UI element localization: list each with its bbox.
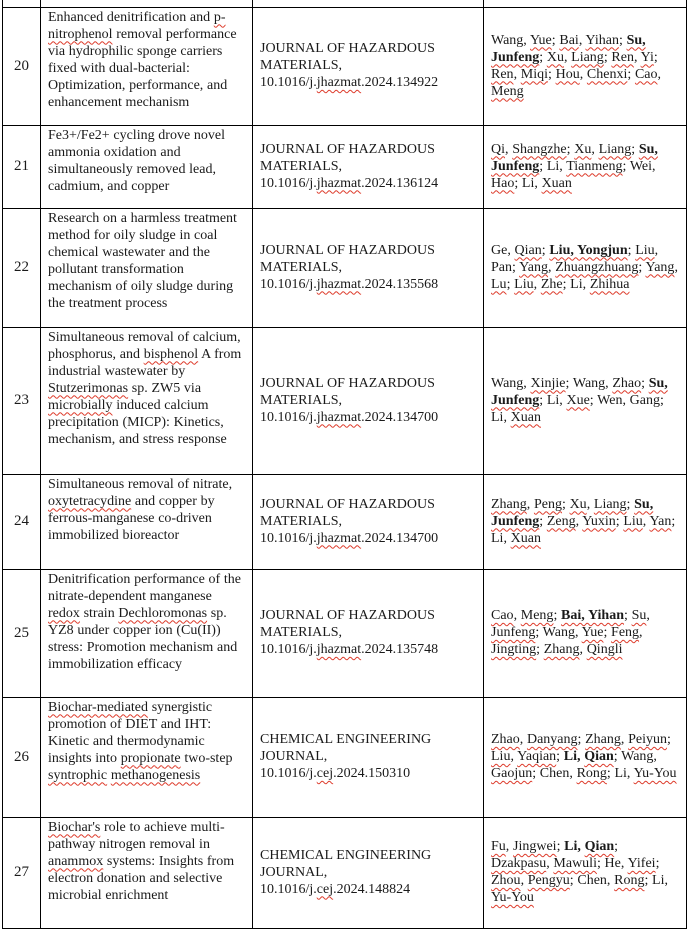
author-name: ; xyxy=(627,66,635,82)
author-name-misspelled: Zhao xyxy=(612,375,642,391)
author-name: ; xyxy=(561,496,570,512)
author-name: , xyxy=(646,608,650,623)
row-number-cell: 20 xyxy=(3,7,41,125)
author-name: ; Wang, xyxy=(535,625,582,640)
row-number-cell: 23 xyxy=(3,327,41,474)
journal-text: JOURNAL OF HAZARDOUS MATERIALS, 10.1016/j. xyxy=(260,608,435,657)
title-text: strain xyxy=(79,605,119,621)
author-name-misspelled: Chenxi xyxy=(586,66,628,82)
row-number-cell: 24 xyxy=(3,474,41,569)
authors-cell xyxy=(484,327,687,474)
author-name: ; Li, xyxy=(491,513,676,546)
journal-text-misspelled: jhazmat xyxy=(316,276,362,292)
author-name: ; xyxy=(624,608,632,623)
author-name-misspelled: Ren xyxy=(491,66,514,82)
author-name: , xyxy=(674,259,678,275)
journal-text-misspelled: cej xyxy=(316,766,334,781)
author-name-misspelled-bold: Su, Junfeng xyxy=(491,375,668,408)
title-text-misspelled: bisphenol xyxy=(143,346,199,362)
author-name-misspelled: Xue xyxy=(566,392,590,408)
author-name: ; xyxy=(626,496,635,512)
journal-doi-cell xyxy=(253,208,484,327)
author-name: , Pan; xyxy=(491,242,659,275)
author-name-bold: Li, xyxy=(564,839,585,854)
author-name-misspelled: Xu xyxy=(574,141,592,157)
paper-title-cell xyxy=(41,474,253,569)
author-name-misspelled: Peiyun xyxy=(628,732,667,747)
paper-title-cell xyxy=(41,208,253,327)
author-name: ; xyxy=(539,513,547,529)
author-name: ; xyxy=(541,242,550,258)
table-row xyxy=(3,208,687,327)
title-text: removal performance via hydrophilic sponge carriers fixed with dual-bacterial: Optimization, performance, and enhancement mechanism xyxy=(48,26,237,110)
author-name-misspelled-bold: Su, Junfeng xyxy=(491,141,658,174)
author-name-misspelled: Zhang xyxy=(585,732,621,747)
journal-doi-cell xyxy=(253,697,484,817)
journal-text-misspelled: jhazmat xyxy=(316,642,362,657)
author-name: , xyxy=(633,49,641,65)
author-name-misspelled: Xuan xyxy=(541,175,572,191)
author-name: ; xyxy=(655,856,660,871)
paper-title-cell xyxy=(41,569,253,697)
paper-title-cell xyxy=(41,697,253,817)
authors-cell xyxy=(484,125,687,208)
author-name: ; xyxy=(653,49,658,65)
row-number-cell: 25 xyxy=(3,569,41,697)
author-name-misspelled: Liu xyxy=(623,513,643,529)
author-name-misspelled: Yi xyxy=(640,49,654,65)
author-name-misspelled-bold: Su, Junfeng xyxy=(491,32,646,65)
author-name-misspelled: Junfeng xyxy=(491,625,536,640)
author-name: , xyxy=(579,642,587,657)
author-name: Wang, xyxy=(491,32,530,48)
author-name-misspelled: Ren xyxy=(611,49,634,65)
title-text: Simultaneous removal of nitrate, xyxy=(48,476,233,492)
journal-doi-cell xyxy=(253,817,484,928)
title-text: Research on a harmless treatment method for oily sludge in coal chemical wastewater and the pollutant transformation mechanism of oily sludge during the treatment process xyxy=(48,210,237,311)
author-name-misspelled: Yifei xyxy=(627,856,656,871)
author-name: ; xyxy=(556,749,564,764)
author-name: , xyxy=(586,496,594,512)
author-name-misspelled: Shangzhe xyxy=(512,141,567,157)
journal-text: JOURNAL OF HAZARDOUS MATERIALS, 10.1016/j. xyxy=(260,375,435,425)
author-name: , xyxy=(513,66,521,82)
author-name: , xyxy=(591,141,599,157)
author-name-misspelled: Qi xyxy=(491,141,505,157)
title-text-misspelled: microbially xyxy=(48,397,113,413)
author-name: , xyxy=(546,856,554,871)
author-name-misspelled: Xu xyxy=(569,496,587,512)
author-name-misspelled: Bai xyxy=(559,32,579,48)
title-text: and copper by ferrous-manganese co-driven immobilized bioreactor xyxy=(48,493,215,543)
author-name: ; Wei, xyxy=(622,158,656,174)
author-name-misspelled: Jingting xyxy=(491,642,537,657)
title-text-misspelled: Biochar's xyxy=(48,819,101,835)
table-row xyxy=(3,817,687,928)
author-name: ; xyxy=(506,276,515,292)
authors-cell xyxy=(484,474,687,569)
authors-cell xyxy=(484,817,687,928)
journal-text-misspelled: cej xyxy=(316,881,334,897)
author-name-bold: Li, xyxy=(563,749,585,764)
journal-doi-cell xyxy=(253,7,484,125)
author-name-misspelled: Yuxin xyxy=(582,513,616,529)
author-name-misspelled: Su xyxy=(631,608,647,623)
author-name: ; xyxy=(577,732,586,747)
author-name: , xyxy=(575,513,583,529)
journal-text: JOURNAL OF HAZARDOUS MATERIALS, 10.1016/j. xyxy=(260,141,435,191)
author-name: ; He, xyxy=(596,856,628,871)
paper-title-cell xyxy=(41,7,253,125)
author-name: ; Chen, xyxy=(569,873,615,888)
table-row xyxy=(3,569,687,697)
author-name-misspelled: Xu xyxy=(546,49,564,65)
partial-num-cell xyxy=(3,0,41,7)
author-name: , xyxy=(639,625,643,640)
author-name: ; xyxy=(618,32,627,48)
author-name: ; Li, xyxy=(562,276,590,292)
author-name: ; xyxy=(539,49,547,65)
author-name-misspelled: Meng xyxy=(520,608,554,623)
author-name: , xyxy=(505,839,513,854)
author-name-misspelled: Zhang xyxy=(543,642,580,657)
authors-cell xyxy=(484,697,687,817)
author-name-misspelled: Rong xyxy=(576,766,607,781)
author-name: , xyxy=(520,873,528,888)
author-name: ; Li, xyxy=(644,873,668,888)
row-number-cell: 26 xyxy=(3,697,41,817)
author-name-misspelled: Cao xyxy=(634,66,658,82)
title-text: systems: Insights from electron donation and selective microbial enrichment xyxy=(48,853,235,903)
table-row xyxy=(3,474,687,569)
author-name: , xyxy=(578,32,586,48)
author-name: ; xyxy=(548,66,556,82)
author-name-misspelled: Zhuangzhuang xyxy=(555,259,639,275)
title-text: sp. YZ8 under copper ion (Cu(II)) stress: Promotion mechanism and immobilization efficacy xyxy=(48,605,238,672)
journal-text: .2024.135748 xyxy=(361,642,439,657)
author-name-misspelled-bold: Bai, Yihan xyxy=(561,608,624,623)
author-name: ; xyxy=(641,375,649,391)
author-name-misspelled: Yue xyxy=(530,32,552,48)
author-name: , xyxy=(657,66,662,82)
author-name-misspelled: Miqi xyxy=(520,66,548,82)
author-name-misspelled: Yu-You xyxy=(633,766,677,781)
publication-table-body xyxy=(3,0,687,928)
journal-doi-cell xyxy=(253,327,484,474)
author-name: ; xyxy=(553,608,562,623)
partial-journal-cell xyxy=(253,0,484,7)
author-name: , xyxy=(620,732,629,747)
journal-doi-cell xyxy=(253,569,484,697)
title-text: synergistic promotion of DIET and IHT: Kinetic and thermodynamic insights into xyxy=(48,699,213,766)
paper-title-cell xyxy=(41,817,253,928)
title-text-misspelled: redox xyxy=(48,605,80,621)
author-name-misspelled: Jingwei xyxy=(513,839,557,854)
author-name: , xyxy=(526,496,534,512)
author-name: , xyxy=(519,732,527,747)
table-row xyxy=(3,125,687,208)
authors-cell xyxy=(484,208,687,327)
author-name-misspelled: Peng xyxy=(533,496,562,512)
author-name: ; xyxy=(614,839,619,854)
title-text: Simultaneous removal of calcium, phosphorus, and xyxy=(48,329,241,362)
author-name-misspelled: Yue xyxy=(581,625,604,640)
author-name: ; xyxy=(603,625,612,640)
author-name-misspelled: Zhe xyxy=(540,276,563,292)
title-text-misspelled: syntrophic xyxy=(48,767,108,783)
journal-doi-cell xyxy=(253,125,484,208)
author-name-misspelled: Xuan xyxy=(510,530,541,546)
journal-text: .2024.150310 xyxy=(333,766,411,781)
author-name: ; xyxy=(536,642,544,657)
title-text-misspelled: oxytetracydine xyxy=(48,493,132,509)
author-name: ; Wen, Gang; Li, xyxy=(491,392,664,425)
row-number-cell: 21 xyxy=(3,125,41,208)
journal-text: .2024.134700 xyxy=(361,530,439,546)
journal-text-misspelled: jhazmat xyxy=(316,530,362,546)
table-row xyxy=(3,327,687,474)
journal-text: JOURNAL OF HAZARDOUS MATERIALS, 10.1016/j. xyxy=(260,41,435,90)
author-name-misspelled: Yan xyxy=(649,513,672,529)
table-row xyxy=(3,7,687,125)
author-name-misspelled: Pengyu xyxy=(527,873,570,888)
author-name: ; xyxy=(631,141,639,157)
author-name-misspelled: Xuan xyxy=(510,409,541,425)
title-text-misspelled: propionate xyxy=(120,750,181,766)
journal-text: CHEMICAL ENGINEERING JOURNAL, 10.1016/j. xyxy=(260,847,432,897)
author-name-misspelled: Dzakpasu xyxy=(491,856,547,871)
author-name-misspelled: Zhao xyxy=(491,732,520,747)
title-text-misspelled: Dechloromonas xyxy=(118,605,208,621)
author-name-misspelled: Lu xyxy=(491,276,507,292)
author-name: ; xyxy=(556,839,565,854)
journal-text-misspelled: jhazmat xyxy=(316,75,362,90)
author-name: ; xyxy=(603,49,612,65)
title-text-misspelled: methanogenesis xyxy=(110,767,201,783)
journal-text: .2024.135568 xyxy=(361,276,439,292)
author-name: , xyxy=(579,66,587,82)
author-name: , xyxy=(513,608,521,623)
journal-text-misspelled: jhazmat xyxy=(316,175,362,191)
title-text-misspelled: anammox xyxy=(48,853,104,869)
author-name: ; Li, xyxy=(606,766,634,781)
author-name: , xyxy=(642,513,650,529)
title-text: Denitrification performance of the nitrate-dependent manganese xyxy=(48,571,242,604)
author-name: Ge, xyxy=(491,242,515,258)
journal-text: JOURNAL OF HAZARDOUS MATERIALS, 10.1016/j. xyxy=(260,242,435,292)
author-name: ; xyxy=(666,732,671,747)
author-name-misspelled: Yang xyxy=(519,259,549,275)
author-name: ; xyxy=(566,141,575,157)
author-name: , xyxy=(505,141,513,157)
journal-text-misspelled: jhazmat xyxy=(316,409,362,425)
author-name-misspelled: Hao xyxy=(491,175,515,191)
author-name: ; Wang, xyxy=(565,375,613,391)
title-text: A from industrial wastewater by xyxy=(48,346,242,379)
title-text: Enhanced denitrification and xyxy=(48,9,214,25)
title-text: induced calcium precipitation (MICP): Kinetics, mechanism, and stress response xyxy=(48,397,227,447)
author-name-misspelled: Liang xyxy=(593,496,627,512)
author-name-misspelled: Yaqian xyxy=(517,749,557,764)
author-name-misspelled: Tianmeng xyxy=(566,158,623,174)
journal-text: .2024.148824 xyxy=(333,881,411,897)
author-name-misspelled: Liang xyxy=(598,141,632,157)
row-number-cell: 22 xyxy=(3,208,41,327)
author-name: ; Li, xyxy=(539,158,567,174)
author-name-misspelled: Zeng xyxy=(546,513,576,529)
journal-text: .2024.134922 xyxy=(361,75,439,90)
author-name-misspelled-bold: Liu, Yongjun xyxy=(549,242,628,258)
author-name-misspelled: Qian xyxy=(514,242,542,258)
author-name-misspelled: Cao xyxy=(491,608,514,623)
author-name: ; xyxy=(638,259,646,275)
author-name-misspelled: Qingli xyxy=(586,642,623,657)
title-text: Fe3+/Fe2+ cycling drove novel ammonia oxidation and simultaneously removed lead, cadmium, and copper xyxy=(48,127,225,194)
author-name-misspelled: Yu-You xyxy=(491,890,534,905)
row-number-cell: 27 xyxy=(3,817,41,928)
author-name: ; Li, xyxy=(514,175,542,191)
author-name-misspelled: Yang xyxy=(645,259,675,275)
author-name-misspelled-bold: Su, Junfeng xyxy=(491,496,654,529)
paper-title-cell xyxy=(41,125,253,208)
author-name-misspelled: Mawuli xyxy=(553,856,597,871)
author-name-misspelled: Xinjie xyxy=(530,375,566,391)
author-name-misspelled: Liu xyxy=(514,276,534,292)
author-name: , xyxy=(533,276,541,292)
paper-title-cell xyxy=(41,327,253,474)
author-name: Wang, xyxy=(491,375,531,391)
authors-cell xyxy=(484,569,687,697)
partial-authors-cell xyxy=(484,0,687,7)
author-name-misspelled: Liu xyxy=(491,749,511,764)
author-name-misspelled: Danyang xyxy=(526,732,578,747)
author-name: ; Chen, xyxy=(532,766,577,781)
author-name-misspelled: Zhou xyxy=(491,873,521,888)
author-name: ; xyxy=(615,513,624,529)
author-name-misspelled: Zhang xyxy=(491,496,527,512)
author-name-misspelled: Zhihua xyxy=(589,276,630,292)
authors-cell xyxy=(484,7,687,125)
journal-text: JOURNAL OF HAZARDOUS MATERIALS, 10.1016/j. xyxy=(260,496,435,546)
author-name: ; Li, xyxy=(539,392,567,408)
author-name-misspelled: Liu xyxy=(635,242,655,258)
author-name-misspelled: Yihan xyxy=(585,32,619,48)
publication-table xyxy=(2,0,687,929)
author-name: ; Wang, xyxy=(613,749,657,764)
journal-text: .2024.136124 xyxy=(361,175,439,191)
author-name: , xyxy=(510,749,518,764)
author-name-misspelled: Rong xyxy=(614,873,645,888)
journal-text: .2024.134700 xyxy=(361,409,439,425)
title-text: role to achieve multi-pathway nitrogen removal in xyxy=(48,819,225,852)
author-name: ; xyxy=(627,242,636,258)
author-name-misspelled: Hou xyxy=(555,66,580,82)
title-text-misspelled: Stutzerimonas xyxy=(48,380,129,396)
author-name-misspelled: Meng xyxy=(491,83,524,99)
title-text: sp. ZW5 via xyxy=(128,380,202,396)
title-text: two-step xyxy=(180,750,233,766)
author-name-misspelled: Liang xyxy=(571,49,604,65)
journal-text: CHEMICAL ENGINEERING JOURNAL, 10.1016/j. xyxy=(260,732,432,781)
author-name-misspelled-bold: Qian xyxy=(584,839,615,854)
author-name: , xyxy=(548,259,556,275)
author-name: ; xyxy=(551,32,560,48)
title-text-misspelled: Biochar-mediated xyxy=(48,699,149,715)
journal-doi-cell xyxy=(253,474,484,569)
partial-title-cell xyxy=(41,0,253,7)
author-name-misspelled-bold: Qian xyxy=(584,749,614,764)
table-row-partial xyxy=(3,0,687,7)
author-name-misspelled: Fu xyxy=(491,839,506,854)
table-row xyxy=(3,697,687,817)
author-name-misspelled: Feng xyxy=(611,625,640,640)
title-text-misspelled: p-nitrophenol xyxy=(48,9,226,42)
author-name: , xyxy=(563,49,572,65)
author-name-misspelled: Gaojun xyxy=(491,766,533,781)
